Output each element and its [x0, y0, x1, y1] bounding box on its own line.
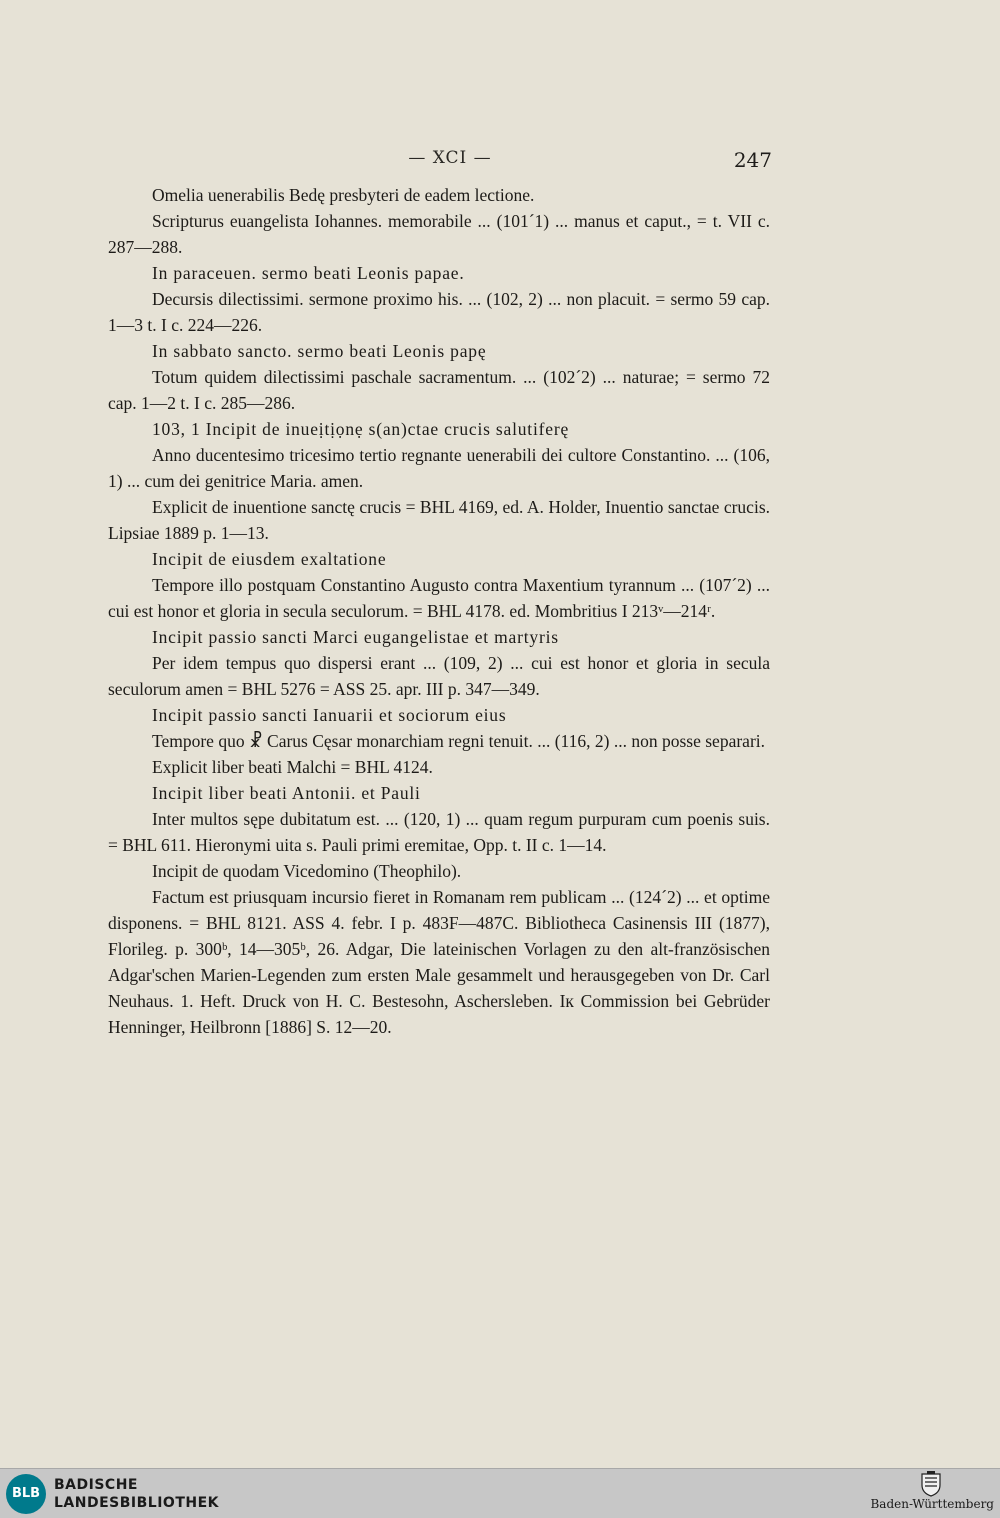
- rubric-line: In sabbato sancto. sermo beati Leonis papę: [152, 341, 487, 361]
- body-text: [108, 182, 770, 1040]
- rubric-line: Incipit de eiusdem exaltatione: [152, 549, 387, 569]
- paragraph: Tempore illo postquam Constantino Augusto contra Maxentium tyrannum ... (107´2) ... cui est honor et gloria in secula seculorum. = BHL 4178. ed. Mombritius I 213ᵛ—214ʳ.: [108, 575, 770, 621]
- paragraph: Omelia uenerabilis Bedę presbyteri de eadem lectione.: [152, 185, 535, 205]
- library-name-line1: BADISCHE: [54, 1477, 138, 1493]
- section-marker: — XCI —: [408, 148, 492, 168]
- blb-logo-icon[interactable]: BLB: [6, 1474, 46, 1514]
- coat-of-arms-icon: [920, 1471, 942, 1497]
- rubric-line: Incipit liber beati Antonii. et Pauli: [152, 783, 421, 803]
- footer-bar: [0, 1468, 1000, 1518]
- paragraph: Explicit de inuentione sanctę crucis = BHL 4169, ed. A. Holder, Inuentio sanctae crucis. Lipsiae 1889 p. 1—13.: [108, 497, 770, 543]
- library-name-line2: LANDESBIBLIOTHEK: [54, 1495, 220, 1511]
- paragraph: Anno ducentesimo tricesimo tertio regnante uenerabili dei cultore Constantino. ... (106, 1) ... cum dei genitrice Maria. amen.: [108, 445, 770, 491]
- paragraph: Inter multos sępe dubitatum est. ... (120, 1) ... quam regum purpuram cum poenis suis. = BHL 611. Hieronymi uita s. Pauli primi eremitae, Opp. t. II c. 1—14.: [108, 809, 770, 855]
- rubric-line: 103, 1 Incipit de inueịtịọnẹ s(an)ctae crucis salutiferę: [152, 419, 570, 439]
- paragraph: Per idem tempus quo dispersi erant ... (109, 2) ... cui est honor et gloria in secula seculorum amen = BHL 5276 = ASS 25. apr. III p. 347—349.: [108, 653, 770, 699]
- paragraph: Decursis dilectissimi. sermone proximo his. ... (102, 2) ... non placuit. = sermo 59 cap. 1—3 t. I c. 224—226.: [108, 289, 770, 335]
- paragraph: Tempore quo ☧ Carus Cęsar monarchiam regni tenuit. ... (116, 2) ... non posse separari.: [152, 731, 766, 751]
- library-name[interactable]: [54, 1476, 219, 1512]
- paragraph: Totum quidem dilectissimi paschale sacramentum. ... (102´2) ... naturae; = sermo 72 cap. 1—2 t. I c. 285—286.: [108, 367, 770, 413]
- paragraph: Explicit liber beati Malchi = BHL 4124.: [152, 757, 433, 777]
- rubric-line: Incipit passio sancti Ianuarii et sociorum eius: [152, 705, 507, 725]
- page-number: 247: [733, 148, 772, 172]
- paragraph: Scripturus euangelista Iohannes. memorabile ... (101´1) ... manus et caput., = t. VII c. 287—288.: [108, 211, 770, 257]
- paragraph: Factum est priusquam incursio fieret in Romanam rem publicam ... (124´2) ... et optime disponens. = BHL 8121. ASS 4. febr. I p. 483F—487C. Bibliotheca Casinensis III (1877), Florileg. p. 300ᵇ, 14—305ᵇ, 26. Adgar, Die lateinischen Vorlagen zu den alt-französischen Adgar'schen Marien-Legenden zum ersten Male gesammelt und herausgegeben von Dr. Carl Neuhaus. 1. Heft. Druck von H. C. Bestesohn, Aschersleben. Iк Commission bei Gebrüder Henninger, Heilbronn [1886] S. 12—20.: [108, 887, 770, 1037]
- paragraph: Incipit de quodam Vicedomino (Theophilo).: [152, 861, 462, 881]
- region-name: Baden-Württemberg: [870, 1497, 994, 1511]
- rubric-line: In paraceuen. sermo beati Leonis papae.: [152, 263, 465, 283]
- rubric-line: Incipit passio sancti Marci eugangelistae et martyris: [152, 627, 559, 647]
